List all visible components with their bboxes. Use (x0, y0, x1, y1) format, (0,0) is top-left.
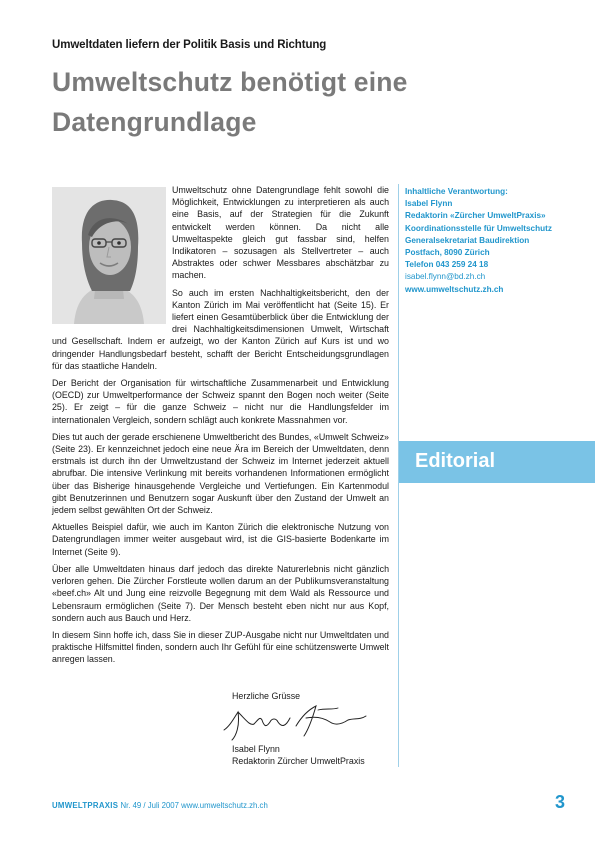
contact-email-link[interactable]: isabel.flynn@bd.zh.ch (405, 272, 486, 282)
kicker: Umweltdaten liefern der Politik Basis und Richtung (52, 39, 327, 51)
contact-role: Redaktorin «Zürcher UmweltPraxis» (405, 211, 546, 221)
article-paragraph: So auch im ersten Nachhaltigkeitsbericht, den der Kanton Zürich im Mai veröffentlicht hat (Seite 15). Er liefert einen Gesamtüberblick über die Entwicklung der drei Nachhaltigkeitsdimensionen Umwelt, Wirtschaft und Gesellschaft. Indem er aufzeigt, wo der Kanton Zürich auf Kurs ist und wo dringender Handlungsbedarf besteht, schafft der Bericht Entscheidungsgrundlagen für das staatliche Handeln. (52, 287, 389, 371)
contact-name: Isabel Flynn (405, 199, 453, 209)
contact-info (405, 186, 552, 296)
footer-url-link[interactable]: www.umweltschutz.zh.ch (181, 801, 268, 810)
page-title: Umweltschutz benötigt eine Datengrundlage (52, 67, 408, 137)
contact-label: Inhaltliche Verantwortung: (405, 187, 508, 196)
contact-website-link[interactable]: www.umweltschutz.zh.ch (405, 284, 504, 294)
contact-phone: Telefon 043 259 24 18 (405, 260, 489, 270)
article-paragraph: Der Bericht der Organisation für wirtschaftliche Zusammenarbeit und Entwicklung (OECD) zur Umweltperformance der Schweiz spannt den Bogen noch weiter (Seite 25). Er zeigt – für die ganze Schweiz – nicht nur die Handlungsfelder im internationalen Vergleich, sondern schlägt auch konkrete Massnahmen vor. (52, 378, 389, 425)
signature-icon (220, 696, 370, 746)
footer (52, 801, 268, 810)
article-paragraph: Aktuelles Beispiel dafür, wie auch im Kanton Zürich die elektronische Nutzung von Datengrundlagen immer weiter ausgebaut wird, ist die GIS-basierte Bodenkarte im Internet (Seite 9). (52, 522, 389, 557)
article-body (52, 184, 389, 671)
footer-brand: UMWELTPRAXIS (52, 801, 119, 810)
contact-office: Generalsekretariat Baudirektion (405, 235, 530, 245)
article-paragraph: Über alle Umweltdaten hinaus darf jedoch das direkte Naturerlebnis nicht gänzlich verloren gehen. Die Zürcher Forstleute wollen darum an der Publikumsveranstaltung «beef.ch» Alt und Jung eine reizvolle Begegnung mit dem Wald als Ressource und Lebensraum ermöglichen (Seite 7). Der Mensch besteht eben nicht nur aus Kopf, sondern auch aus Bauch und Herz. (52, 563, 389, 623)
section-banner (399, 441, 595, 483)
section-label: Editorial (415, 450, 496, 472)
author-name: Isabel Flynn (232, 744, 280, 754)
contact-department: Koordinationsstelle für Umweltschutz (405, 223, 552, 233)
contact-address: Postfach, 8090 Zürich (405, 248, 490, 258)
article-paragraph: Umweltschutz ohne Datengrundlage fehlt sowohl die Möglichkeit, Entwicklungen zu interpretieren als auch eine Basis, auf der Strategien für die Zukunft entwickelt werden können. Da nicht alle Umweltaspekte gleich gut fassbar sind, helfen Indikatoren – sozusagen als Stellvertreter – auch Abstraktes oder schwer Messbares abschätzbar zu machen. (172, 185, 389, 281)
greeting: Herzliche Grüsse (232, 691, 301, 701)
footer-issue: Nr. 49 / Juli 2007 (120, 801, 179, 810)
page-number: 3 (555, 792, 566, 812)
article-paragraph: In diesem Sinn hoffe ich, dass Sie in dieser ZUP-Ausgabe nicht nur Umweltdaten und praktische Hilfsmittel finden, sondern auch Ihr Gefühl für eine schützenswerte Umwelt anregen lassen. (52, 629, 389, 665)
author-role: Redaktorin Zürcher UmweltPraxis (232, 756, 365, 766)
article-paragraph: Dies tut auch der gerade erschienene Umweltbericht des Bundes, «Umwelt Schweiz» (Seite 23). Er kennzeichnet jedoch eine neue Ära im Bereich der Umweltdaten, denn erstmals ist durch ihn der Umweltzustand der Schweiz im Internet jederzeit aktuell abrufbar. Die intensive Verlinkung mit bereits vorhandenen Informationen ermöglicht über das Bisherige hinausgehende Vergleiche und Vertiefungen. Ein Kartenmodul gibt Benutzerinnen und Benutzern sogar Auskunft über den Zustand der Umwelt an jedem selbst gewählten Ort der Schweiz. (52, 431, 389, 516)
